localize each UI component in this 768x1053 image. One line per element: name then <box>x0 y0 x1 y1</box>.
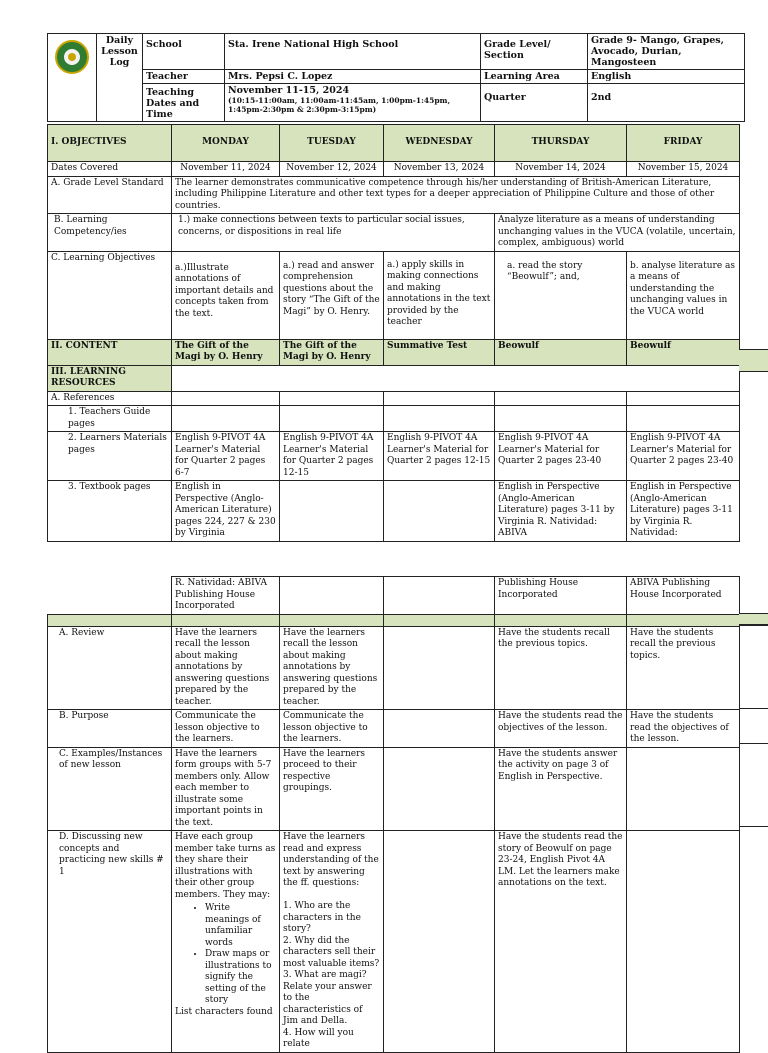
objective-cell: a.)Illustrate annotations of important details and concepts taken from the text. <box>172 251 280 339</box>
textbook-cell: English in Perspective (Anglo-American Literature) pages 224, 227 & 230 by Virginia <box>172 481 280 542</box>
school-seal-logo <box>55 40 89 74</box>
textbook-cont-cell: Publishing House Incorporated <box>495 577 627 615</box>
purpose-cell <box>384 710 495 748</box>
textbook-cont-cell <box>384 577 495 615</box>
textbook-cont-cell <box>280 577 384 615</box>
objective-cell: a.) apply skills in making connections and making annotations in the text provided by the teacher <box>384 251 495 339</box>
grade-level-label: Grade Level/ Section <box>481 34 588 70</box>
objective-cell: b. analyse literature as a means of understanding the unchanging values in the VUCA world <box>627 251 740 339</box>
school-logo-cell <box>48 34 97 122</box>
learning-competency-right: Analyze literature as a means of understanding unchanging values in the VUCA (volatile, uncertain, complex, ambiguous) world <box>495 214 740 252</box>
textbook-cell: English in Perspective (Anglo-American Literature) pages 3-11 by Virginia R. Natividad: ABIVA <box>495 481 627 542</box>
procedures-band-row <box>48 614 740 626</box>
examples-cell <box>627 747 740 831</box>
examples-label: C. Examples/Instances of new lesson <box>48 747 172 831</box>
review-cell: Have the learners recall the lesson about making annotations by answering questions prepared by the teacher. <box>172 626 280 710</box>
table-row <box>48 577 740 615</box>
date-cell: November 12, 2024 <box>280 162 384 177</box>
table-row <box>48 176 740 214</box>
objective-cell: a. read the story “Beowulf”; and, <box>495 251 627 339</box>
grade-level-standard-label: A. Grade Level Standard <box>48 176 172 214</box>
textbook-cell <box>280 481 384 542</box>
daily-lesson-log-title: Daily Lesson Log <box>97 34 143 122</box>
dates-covered-label: Dates Covered <box>48 162 172 177</box>
table-row <box>48 626 740 710</box>
resources-band <box>739 349 768 372</box>
purpose-cell: Have the students read the objectives of the lesson. <box>495 710 627 748</box>
review-cell <box>384 626 495 710</box>
examples-cell: Have the learners proceed to their respective groupings. <box>280 747 384 831</box>
textbook-cell <box>384 481 495 542</box>
row-extension-line <box>739 743 768 744</box>
header-table <box>47 33 745 122</box>
row-extension-line <box>739 708 768 709</box>
learners-cell: English 9-PIVOT 4A Learner's Material for Quarter 2 pages 23-40 <box>627 432 740 481</box>
objectives-table <box>47 124 740 542</box>
content-cell: The Gift of the Magi by O. Henry <box>280 339 384 365</box>
date-cell: November 13, 2024 <box>384 162 495 177</box>
review-label: A. Review <box>48 626 172 710</box>
table-row <box>48 162 740 177</box>
examples-cell: Have the learners form groups with 5-7 members only. Allow each member to illustrate some important points in the text. <box>172 747 280 831</box>
teaching-dates-cell <box>225 84 481 122</box>
content-label: II. CONTENT <box>48 339 172 365</box>
row-extension-line <box>739 625 768 626</box>
school-label: School <box>143 34 225 70</box>
date-cell: November 11, 2024 <box>172 162 280 177</box>
learners-cell: English 9-PIVOT 4A Learner's Material for Quarter 2 pages 6-7 <box>172 432 280 481</box>
review-cell: Have the students recall the previous topics. <box>627 626 740 710</box>
list-item: • Write meanings of unfamiliar words <box>205 903 276 949</box>
table-row <box>48 251 740 339</box>
learning-resources-label: III. LEARNING RESOURCES <box>48 365 172 391</box>
table-row <box>48 406 740 432</box>
content-cell: Beowulf <box>495 339 627 365</box>
purpose-cell: Communicate the lesson objective to the learners. <box>280 710 384 748</box>
tuesday-header: TUESDAY <box>280 125 384 162</box>
teaching-dates-value: November 11-15, 2024 <box>228 85 350 96</box>
textbook-cont-cell: ABIVA Publishing House Incorporated <box>627 577 740 615</box>
learners-cell: English 9-PIVOT 4A Learner's Material for Quarter 2 pages 12-15 <box>384 432 495 481</box>
list-item: • Draw maps or illustrations to signify the setting of the story <box>205 949 276 1007</box>
discussing-monday-tail: List characters found <box>175 1006 273 1017</box>
textbook-cell: English in Perspective (Anglo-American Literature) pages 3-11 by Virginia R. Natividad: <box>627 481 740 542</box>
teaching-times-value: (10:15-11:00am, 11:00am-11:45am, 1:00pm-1:45pm, 1:45pm-2:30pm & 2:30pm-3:15pm) <box>228 96 451 114</box>
quarter-label: Quarter <box>481 84 588 122</box>
table-row <box>48 831 740 1053</box>
discussing-label: D. Discussing new concepts and practicing new skills # 1 <box>48 831 172 1053</box>
review-cell: Have the students recall the previous topics. <box>495 626 627 710</box>
learning-area-value: English <box>588 70 745 84</box>
procedures-band <box>739 613 768 625</box>
date-cell: November 15, 2024 <box>627 162 740 177</box>
procedures-table <box>47 576 740 1053</box>
objective-cell: a.) read and answer comprehension questions about the story “The Gift of the Magi” by O. Henry. <box>280 251 384 339</box>
table-row <box>48 710 740 748</box>
teaching-dates-label: Teaching Dates and Time <box>143 84 225 122</box>
discussing-monday-intro: Have each group member take turns as they share their illustrations with their other group members. They may: <box>175 832 276 900</box>
objectives-header: I. OBJECTIVES <box>48 125 172 162</box>
discussing-friday-cell <box>627 831 740 1053</box>
quarter-value: 2nd <box>588 84 745 122</box>
wednesday-header: WEDNESDAY <box>384 125 495 162</box>
discussing-monday-list <box>175 903 276 1007</box>
learners-materials-label: 2. Learners Materials pages <box>48 432 172 481</box>
monday-header: MONDAY <box>172 125 280 162</box>
table-row <box>48 747 740 831</box>
learning-resources-cell <box>172 365 740 391</box>
table-row <box>48 214 740 252</box>
textbook-pages-label: 3. Textbook pages <box>48 481 172 542</box>
discussing-tuesday-cell: Have the learners read and express understanding of the text by answering the ff. questions: 1. Who are the characters in the story? 2. Why did the characters sell their most valuable items? 3. What are magi? Relate your answer to the characteristics of Jim and Della. 4. How will you relate <box>280 831 384 1053</box>
learning-competency-left: 1.) make connections between texts to particular social issues, concerns, or dispositions in real life <box>172 214 495 252</box>
learning-area-label: Learning Area <box>481 70 588 84</box>
content-cell: Beowulf <box>627 339 740 365</box>
school-value: Sta. Irene National High School <box>225 34 481 70</box>
textbook-cont-cell: R. Natividad: ABIVA Publishing House Incorporated <box>172 577 280 615</box>
examples-cell <box>384 747 495 831</box>
thursday-header: THURSDAY <box>495 125 627 162</box>
table-row <box>48 339 740 365</box>
purpose-label: B. Purpose <box>48 710 172 748</box>
discussing-wednesday-cell <box>384 831 495 1053</box>
teacher-value: Mrs. Pepsi C. Lopez <box>225 70 481 84</box>
teacher-label: Teacher <box>143 70 225 84</box>
review-cell: Have the learners recall the lesson about making annotations by answering questions prepared by the teacher. <box>280 626 384 710</box>
table-row <box>48 432 740 481</box>
date-cell: November 14, 2024 <box>495 162 627 177</box>
teachers-guide-label: 1. Teachers Guide pages <box>48 406 172 432</box>
examples-cell: Have the students answer the activity on page 3 of English in Perspective. <box>495 747 627 831</box>
purpose-cell: Have the students read the objectives of the lesson. <box>627 710 740 748</box>
table-row <box>48 481 740 542</box>
references-label: A. References <box>48 391 172 406</box>
discussing-thursday-cell: Have the students read the story of Beowulf on page 23-24, English Pivot 4A LM. Let the learners make annotations on the text. <box>495 831 627 1053</box>
learning-objectives-label: C. Learning Objectives <box>48 251 172 339</box>
learning-competency-label: B. Learning Competency/ies <box>48 214 172 252</box>
content-cell: Summative Test <box>384 339 495 365</box>
friday-header: FRIDAY <box>627 125 740 162</box>
grade-level-standard-text: The learner demonstrates communicative competence through his/her understanding of British-American Literature, including Philippine Literature and other text types for a deeper appreciation of Philippine Culture and those of other countries. <box>172 176 740 214</box>
row-extension-line <box>739 826 768 827</box>
learners-cell: English 9-PIVOT 4A Learner's Material for Quarter 2 pages 23-40 <box>495 432 627 481</box>
table-row <box>48 391 740 406</box>
grade-level-value: Grade 9- Mango, Grapes, Avocado, Durian, Mangosteen <box>588 34 745 70</box>
learners-cell: English 9-PIVOT 4A Learner's Material for Quarter 2 pages 12-15 <box>280 432 384 481</box>
table-row <box>48 365 740 391</box>
content-cell: The Gift of the Magi by O. Henry <box>172 339 280 365</box>
purpose-cell: Communicate the lesson objective to the learners. <box>172 710 280 748</box>
discussing-monday-cell <box>172 831 280 1053</box>
